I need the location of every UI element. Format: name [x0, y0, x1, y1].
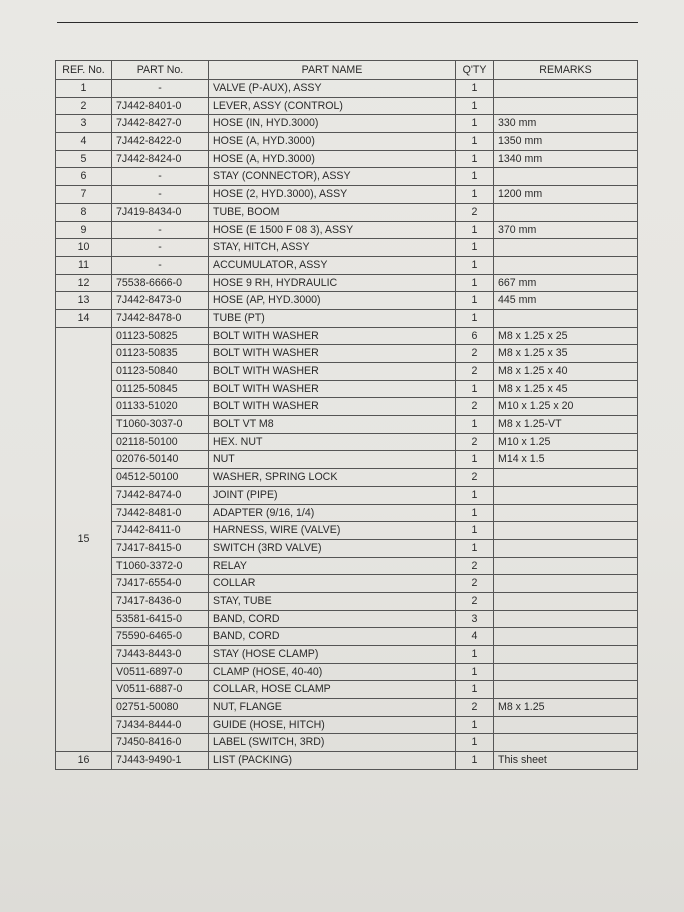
ref-no-cell: 14 [56, 309, 112, 327]
remarks-cell: M8 x 1.25-VT [494, 416, 638, 434]
remarks-cell: 1350 mm [494, 133, 638, 151]
table-row [56, 486, 638, 504]
ref-no-cell: 3 [56, 115, 112, 133]
part-name-cell: STAY (HOSE CLAMP) [209, 646, 456, 664]
part-no-cell: 02076-50140 [112, 451, 209, 469]
part-no-cell: T1060-3372-0 [112, 557, 209, 575]
part-no-cell: 01123-50840 [112, 363, 209, 381]
top-rule [57, 22, 638, 23]
ref-no-cell: 6 [56, 168, 112, 186]
qty-cell: 1 [456, 646, 494, 664]
part-name-cell: GUIDE (HOSE, HITCH) [209, 716, 456, 734]
part-no-cell: - [112, 80, 209, 98]
qty-cell: 1 [456, 716, 494, 734]
part-name-cell: HOSE (IN, HYD.3000) [209, 115, 456, 133]
table-row [56, 539, 638, 557]
part-name-cell: BOLT WITH WASHER [209, 380, 456, 398]
part-name-cell: ADAPTER (9/16, 1/4) [209, 504, 456, 522]
remarks-cell [494, 628, 638, 646]
qty-cell: 2 [456, 398, 494, 416]
part-no-cell: 7J417-6554-0 [112, 575, 209, 593]
part-name-cell: COLLAR, HOSE CLAMP [209, 681, 456, 699]
ref-no-cell: 11 [56, 256, 112, 274]
table-row [56, 646, 638, 664]
table-row [56, 221, 638, 239]
qty-cell: 1 [456, 133, 494, 151]
qty-cell: 2 [456, 203, 494, 221]
remarks-cell: M8 x 1.25 x 35 [494, 345, 638, 363]
part-no-cell: 7J443-9490-1 [112, 752, 209, 770]
remarks-cell: This sheet [494, 752, 638, 770]
table-row [56, 504, 638, 522]
part-no-cell: V0511-6887-0 [112, 681, 209, 699]
part-name-cell: JOINT (PIPE) [209, 486, 456, 504]
table-row [56, 398, 638, 416]
remarks-cell [494, 734, 638, 752]
part-name-cell: TUBE (PT) [209, 309, 456, 327]
table-row [56, 345, 638, 363]
part-no-cell: 01123-50835 [112, 345, 209, 363]
remarks-cell [494, 469, 638, 487]
qty-cell: 2 [456, 469, 494, 487]
qty-cell: 1 [456, 274, 494, 292]
part-no-cell: 04512-50100 [112, 469, 209, 487]
table-row [56, 699, 638, 717]
remarks-cell: 370 mm [494, 221, 638, 239]
part-no-cell: 02118-50100 [112, 433, 209, 451]
part-name-cell: COLLAR [209, 575, 456, 593]
part-name-cell: NUT [209, 451, 456, 469]
table-row [56, 239, 638, 257]
remarks-cell [494, 486, 638, 504]
table-row [56, 433, 638, 451]
qty-cell: 1 [456, 150, 494, 168]
remarks-cell: 445 mm [494, 292, 638, 310]
table-row [56, 469, 638, 487]
table-row [56, 522, 638, 540]
part-no-cell: 53581-6415-0 [112, 610, 209, 628]
table-row [56, 186, 638, 204]
table-row [56, 592, 638, 610]
qty-cell: 1 [456, 752, 494, 770]
part-no-cell: 01125-50845 [112, 380, 209, 398]
part-name-cell: HEX. NUT [209, 433, 456, 451]
part-name-cell: BOLT VT M8 [209, 416, 456, 434]
remarks-cell: M8 x 1.25 x 45 [494, 380, 638, 398]
part-no-cell: - [112, 168, 209, 186]
table-row [56, 203, 638, 221]
qty-cell: 1 [456, 97, 494, 115]
table-row [56, 734, 638, 752]
part-no-cell: 7J442-8411-0 [112, 522, 209, 540]
part-name-cell: BOLT WITH WASHER [209, 345, 456, 363]
qty-cell: 1 [456, 292, 494, 310]
qty-cell: 6 [456, 327, 494, 345]
qty-cell: 2 [456, 592, 494, 610]
qty-cell: 1 [456, 504, 494, 522]
qty-cell: 1 [456, 168, 494, 186]
remarks-cell [494, 239, 638, 257]
part-no-cell: 7J419-8434-0 [112, 203, 209, 221]
part-name-cell: RELAY [209, 557, 456, 575]
ref-no-cell-15: 15 [56, 327, 112, 752]
part-name-cell: NUT, FLANGE [209, 699, 456, 717]
table-row [56, 274, 638, 292]
part-no-cell: 7J442-8427-0 [112, 115, 209, 133]
part-name-cell: BOLT WITH WASHER [209, 398, 456, 416]
remarks-cell [494, 168, 638, 186]
part-name-cell: HOSE (A, HYD.3000) [209, 133, 456, 151]
ref-no-cell: 4 [56, 133, 112, 151]
remarks-cell: M8 x 1.25 x 25 [494, 327, 638, 345]
part-no-cell: 7J417-8436-0 [112, 592, 209, 610]
table-row [56, 115, 638, 133]
part-name-cell: WASHER, SPRING LOCK [209, 469, 456, 487]
qty-cell: 1 [456, 115, 494, 133]
part-no-cell: 02751-50080 [112, 699, 209, 717]
part-name-cell: HARNESS, WIRE (VALVE) [209, 522, 456, 540]
remarks-cell [494, 575, 638, 593]
table-row [56, 97, 638, 115]
table-row [56, 309, 638, 327]
qty-cell: 2 [456, 345, 494, 363]
remarks-cell: 1340 mm [494, 150, 638, 168]
qty-cell: 2 [456, 363, 494, 381]
ref-no-cell: 12 [56, 274, 112, 292]
part-no-cell: 7J442-8473-0 [112, 292, 209, 310]
part-name-cell: LIST (PACKING) [209, 752, 456, 770]
header-part-no: PART No. [112, 61, 209, 80]
part-name-cell: CLAMP (HOSE, 40-40) [209, 663, 456, 681]
remarks-cell [494, 592, 638, 610]
part-no-cell: 01123-50825 [112, 327, 209, 345]
part-no-cell: - [112, 256, 209, 274]
part-no-cell: 7J417-8415-0 [112, 539, 209, 557]
part-no-cell: - [112, 221, 209, 239]
table-row [56, 716, 638, 734]
part-name-cell: TUBE, BOOM [209, 203, 456, 221]
remarks-cell [494, 80, 638, 98]
qty-cell: 1 [456, 239, 494, 257]
remarks-cell: M10 x 1.25 x 20 [494, 398, 638, 416]
remarks-cell [494, 203, 638, 221]
remarks-cell: M8 x 1.25 x 40 [494, 363, 638, 381]
part-no-cell: 75590-6465-0 [112, 628, 209, 646]
remarks-cell [494, 504, 638, 522]
qty-cell: 1 [456, 734, 494, 752]
part-name-cell: LEVER, ASSY (CONTROL) [209, 97, 456, 115]
ref-no-cell: 13 [56, 292, 112, 310]
qty-cell: 1 [456, 309, 494, 327]
part-no-cell: 7J442-8424-0 [112, 150, 209, 168]
part-no-cell: - [112, 186, 209, 204]
ref-no-cell: 9 [56, 221, 112, 239]
part-name-cell: HOSE (AP, HYD.3000) [209, 292, 456, 310]
part-no-cell: 7J442-8474-0 [112, 486, 209, 504]
qty-cell: 2 [456, 575, 494, 593]
remarks-cell [494, 97, 638, 115]
table-row [56, 681, 638, 699]
remarks-cell [494, 663, 638, 681]
part-no-cell: T1060-3037-0 [112, 416, 209, 434]
remarks-cell: M8 x 1.25 [494, 699, 638, 717]
table-row [56, 416, 638, 434]
qty-cell: 1 [456, 486, 494, 504]
ref-no-cell: 2 [56, 97, 112, 115]
header-qty: Q'TY [456, 61, 494, 80]
table-row [56, 557, 638, 575]
ref-no-cell: 10 [56, 239, 112, 257]
part-name-cell: HOSE (2, HYD.3000), ASSY [209, 186, 456, 204]
table-row [56, 752, 638, 770]
part-name-cell: STAY, TUBE [209, 592, 456, 610]
ref-no-cell: 1 [56, 80, 112, 98]
remarks-cell: M14 x 1.5 [494, 451, 638, 469]
table-row [56, 80, 638, 98]
table-row [56, 451, 638, 469]
qty-cell: 2 [456, 557, 494, 575]
part-no-cell: - [112, 239, 209, 257]
qty-cell: 1 [456, 80, 494, 98]
ref-no-cell: 5 [56, 150, 112, 168]
table-row [56, 628, 638, 646]
part-name-cell: HOSE (A, HYD.3000) [209, 150, 456, 168]
ref-no-cell: 8 [56, 203, 112, 221]
qty-cell: 1 [456, 256, 494, 274]
part-name-cell: HOSE (E 1500 F 08 3), ASSY [209, 221, 456, 239]
remarks-cell: 667 mm [494, 274, 638, 292]
table-row [56, 327, 638, 345]
qty-cell: 2 [456, 433, 494, 451]
qty-cell: 1 [456, 681, 494, 699]
part-no-cell: 7J442-8481-0 [112, 504, 209, 522]
header-ref-no: REF. No. [56, 61, 112, 80]
part-name-cell: BOLT WITH WASHER [209, 327, 456, 345]
remarks-cell [494, 610, 638, 628]
table-row [56, 133, 638, 151]
header-remarks: REMARKS [494, 61, 638, 80]
remarks-cell [494, 522, 638, 540]
remarks-cell [494, 646, 638, 664]
remarks-cell [494, 256, 638, 274]
qty-cell: 1 [456, 451, 494, 469]
table-row [56, 610, 638, 628]
ref-no-cell: 7 [56, 186, 112, 204]
qty-cell: 1 [456, 380, 494, 398]
part-no-cell: 7J442-8478-0 [112, 309, 209, 327]
qty-cell: 1 [456, 522, 494, 540]
remarks-cell: 1200 mm [494, 186, 638, 204]
qty-cell: 1 [456, 186, 494, 204]
remarks-cell [494, 309, 638, 327]
remarks-cell [494, 716, 638, 734]
qty-cell: 1 [456, 221, 494, 239]
part-no-cell: 7J442-8422-0 [112, 133, 209, 151]
part-name-cell: BOLT WITH WASHER [209, 363, 456, 381]
part-no-cell: 7J443-8443-0 [112, 646, 209, 664]
table-row [56, 168, 638, 186]
part-name-cell: LABEL (SWITCH, 3RD) [209, 734, 456, 752]
table-row [56, 575, 638, 593]
part-no-cell: 75538-6666-0 [112, 274, 209, 292]
part-no-cell: 7J450-8416-0 [112, 734, 209, 752]
table-row [56, 256, 638, 274]
qty-cell: 1 [456, 663, 494, 681]
qty-cell: 2 [456, 699, 494, 717]
qty-cell: 3 [456, 610, 494, 628]
part-name-cell: ACCUMULATOR, ASSY [209, 256, 456, 274]
part-no-cell: 7J442-8401-0 [112, 97, 209, 115]
part-name-cell: VALVE (P-AUX), ASSY [209, 80, 456, 98]
qty-cell: 4 [456, 628, 494, 646]
part-name-cell: BAND, CORD [209, 628, 456, 646]
qty-cell: 1 [456, 416, 494, 434]
part-name-cell: HOSE 9 RH, HYDRAULIC [209, 274, 456, 292]
remarks-cell [494, 539, 638, 557]
part-name-cell: STAY (CONNECTOR), ASSY [209, 168, 456, 186]
table-row [56, 380, 638, 398]
parts-table [55, 60, 638, 770]
table-row [56, 363, 638, 381]
header-part-name: PART NAME [209, 61, 456, 80]
ref-no-cell: 16 [56, 752, 112, 770]
table-header-row [56, 61, 638, 80]
part-no-cell: V0511-6897-0 [112, 663, 209, 681]
remarks-cell: 330 mm [494, 115, 638, 133]
part-name-cell: BAND, CORD [209, 610, 456, 628]
table-row [56, 663, 638, 681]
part-no-cell: 01133-51020 [112, 398, 209, 416]
part-no-cell: 7J434-8444-0 [112, 716, 209, 734]
qty-cell: 1 [456, 539, 494, 557]
table-body [56, 80, 638, 770]
part-name-cell: STAY, HITCH, ASSY [209, 239, 456, 257]
remarks-cell [494, 681, 638, 699]
part-name-cell: SWITCH (3RD VALVE) [209, 539, 456, 557]
remarks-cell: M10 x 1.25 [494, 433, 638, 451]
remarks-cell [494, 557, 638, 575]
table-row [56, 150, 638, 168]
table-row [56, 292, 638, 310]
